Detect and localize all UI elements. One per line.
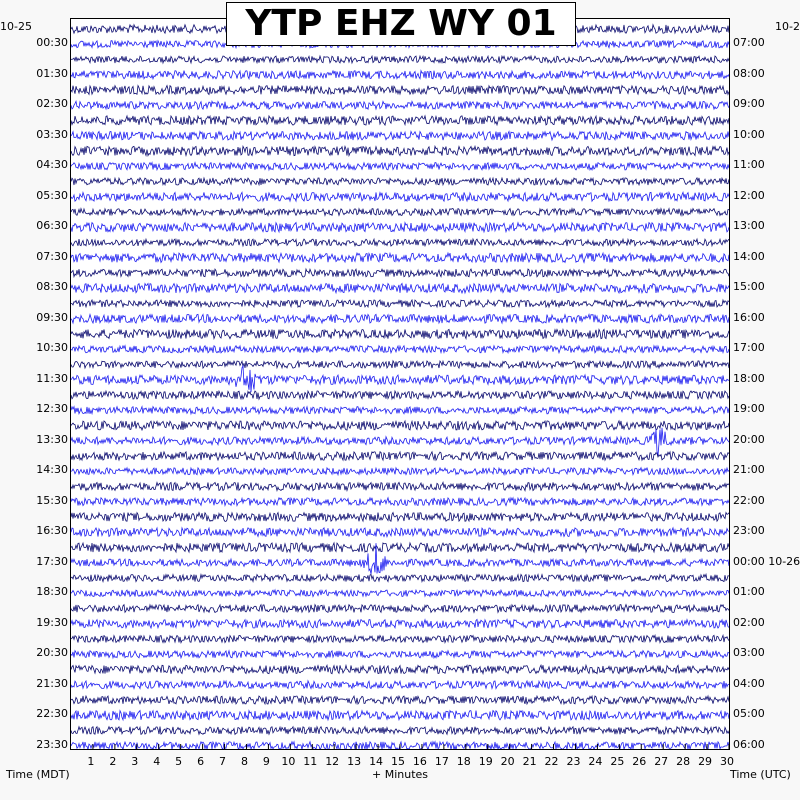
right-time-label: 17:00: [733, 341, 765, 355]
minute-tick-label: 28: [676, 755, 691, 768]
minute-tick-label: 13: [347, 755, 362, 768]
right-time-label: 11:00: [733, 158, 765, 172]
trace-line-46: [71, 727, 729, 735]
right-time-label: 12:00: [733, 188, 765, 202]
trace-line-15: [71, 253, 729, 262]
left-time-label: 15:30: [36, 493, 68, 507]
minute-tick-label: 24: [588, 755, 603, 768]
chart-title: YTP EHZ WY 01: [245, 3, 557, 44]
left-time-label: 06:30: [36, 219, 68, 233]
right-time-label: 09:00: [733, 97, 765, 111]
corner-date-left: 10-25: [0, 20, 32, 33]
trace-line-23: [71, 366, 729, 392]
right-time-label: 03:00: [733, 646, 765, 660]
minute-tick-label: 21: [522, 755, 537, 768]
left-time-label: 21:30: [36, 676, 68, 690]
trace-line-8: [71, 146, 729, 155]
trace-line-25: [71, 407, 729, 414]
right-time-label: 07:00: [733, 36, 765, 50]
right-time-label: 22:00: [733, 493, 765, 507]
trace-line-9: [71, 163, 729, 170]
trace-line-45: [71, 711, 729, 720]
right-time-label: 04:00: [733, 676, 765, 690]
left-axis-title: Time (MDT): [6, 768, 70, 781]
trace-line-40: [71, 635, 729, 642]
minute-tick-label: 6: [197, 755, 205, 768]
left-time-label: 19:30: [36, 615, 68, 629]
left-time-label: 10:30: [36, 341, 68, 355]
trace-line-5: [71, 101, 729, 109]
minute-tick-label: 11: [303, 755, 318, 768]
trace-line-34: [71, 543, 729, 552]
minute-tick-label: 5: [175, 755, 183, 768]
chart-title-box: [226, 2, 576, 46]
right-time-label: 02:00: [733, 615, 765, 629]
trace-line-13: [71, 223, 729, 232]
left-time-label: 02:30: [36, 97, 68, 111]
minute-tick-label: 25: [610, 755, 625, 768]
right-time-label: 18:00: [733, 371, 765, 385]
right-time-label: 14:00: [733, 249, 765, 263]
right-time-label: 23:00: [733, 524, 765, 538]
left-time-label: 09:30: [36, 310, 68, 324]
minute-tick-label: 18: [456, 755, 471, 768]
right-time-label: 10:00: [733, 127, 765, 141]
left-time-label: 12:30: [36, 402, 68, 416]
right-time-label: 06:00: [733, 737, 765, 751]
minute-tick-label: 19: [478, 755, 493, 768]
minute-tick-label: 29: [698, 755, 713, 768]
minute-tick-label: 1: [87, 755, 95, 768]
trace-line-32: [71, 513, 729, 522]
left-time-label: 20:30: [36, 646, 68, 660]
minute-tick-label: 10: [281, 755, 296, 768]
trace-line-31: [71, 498, 729, 506]
minute-tick-label: 27: [654, 755, 669, 768]
trace-line-17: [71, 284, 729, 294]
left-time-label: 00:30: [36, 36, 68, 50]
right-time-label: 19:00: [733, 402, 765, 416]
left-time-label: 11:30: [36, 371, 68, 385]
trace-line-33: [71, 528, 729, 537]
trace-line-39: [71, 620, 729, 629]
left-time-label: 22:30: [36, 707, 68, 721]
helicorder-svg: [71, 19, 729, 749]
trace-line-11: [71, 192, 729, 201]
trace-line-26: [71, 421, 729, 430]
left-time-label: 14:30: [36, 463, 68, 477]
trace-line-12: [71, 209, 729, 216]
left-time-label: 23:30: [36, 737, 68, 751]
trace-line-19: [71, 314, 729, 323]
minute-tick-label: 30: [720, 755, 734, 768]
left-time-label: 16:30: [36, 524, 68, 538]
trace-line-2: [71, 56, 729, 63]
minute-tick-label: 8: [240, 755, 248, 768]
trace-line-6: [71, 116, 729, 125]
trace-line-4: [71, 86, 729, 95]
trace-line-16: [71, 269, 729, 277]
minute-tick-label: 9: [262, 755, 270, 768]
minute-tick-label: 14: [369, 755, 384, 768]
trace-line-30: [71, 482, 729, 490]
trace-line-24: [71, 391, 729, 399]
right-time-label: 05:00: [733, 707, 765, 721]
left-time-label: 05:30: [36, 188, 68, 202]
trace-line-41: [71, 651, 729, 658]
minute-tick-label: 12: [325, 755, 340, 768]
trace-line-22: [71, 361, 729, 368]
trace-line-10: [71, 178, 729, 185]
right-time-label: 13:00: [733, 219, 765, 233]
right-time-label: 16:00: [733, 310, 765, 324]
minute-tick-label: 17: [434, 755, 449, 768]
x-axis-title: + Minutes: [372, 768, 429, 781]
minute-tick-label: 7: [219, 755, 227, 768]
minute-tick-label: 4: [153, 755, 161, 768]
minute-tick-label: 22: [544, 755, 559, 768]
right-time-label: 20:00: [733, 432, 765, 446]
left-time-label: 18:30: [36, 585, 68, 599]
trace-line-43: [71, 681, 729, 689]
left-time-label: 04:30: [36, 158, 68, 172]
trace-line-36: [71, 574, 729, 581]
minute-tick-label: 26: [632, 755, 647, 768]
trace-line-29: [71, 468, 729, 475]
trace-line-7: [71, 132, 729, 141]
trace-line-28: [71, 452, 729, 460]
trace-line-44: [71, 696, 729, 704]
minute-tick-label: 3: [131, 755, 139, 768]
right-time-label: 08:00: [733, 66, 765, 80]
left-time-label: 03:30: [36, 127, 68, 141]
right-axis-title: Time (UTC): [730, 768, 791, 781]
minute-tick-label: 15: [391, 755, 405, 768]
trace-line-18: [71, 300, 729, 307]
minute-tick-label: 2: [109, 755, 117, 768]
minute-tick-label: 23: [566, 755, 581, 768]
minute-tick-label: 16: [412, 755, 427, 768]
helicorder-plot-area: [70, 18, 730, 750]
trace-line-14: [71, 239, 729, 246]
trace-line-20: [71, 329, 729, 338]
trace-line-38: [71, 605, 729, 613]
right-time-label: 21:00: [733, 463, 765, 477]
left-time-label: 08:30: [36, 280, 68, 294]
corner-date-right: 10-2: [775, 20, 800, 33]
trace-line-37: [71, 590, 729, 597]
left-time-label: 13:30: [36, 432, 68, 446]
minute-tick-label: 20: [500, 755, 515, 768]
left-time-label: 07:30: [36, 249, 68, 263]
trace-line-42: [71, 665, 729, 674]
left-time-label: 17:30: [36, 554, 68, 568]
left-time-label: 01:30: [36, 66, 68, 80]
trace-line-21: [71, 346, 729, 353]
right-time-label: 01:00: [733, 585, 765, 599]
trace-line-3: [71, 71, 729, 79]
right-time-label: 15:00: [733, 280, 765, 294]
right-time-label: 00:00 10-26: [733, 554, 800, 568]
